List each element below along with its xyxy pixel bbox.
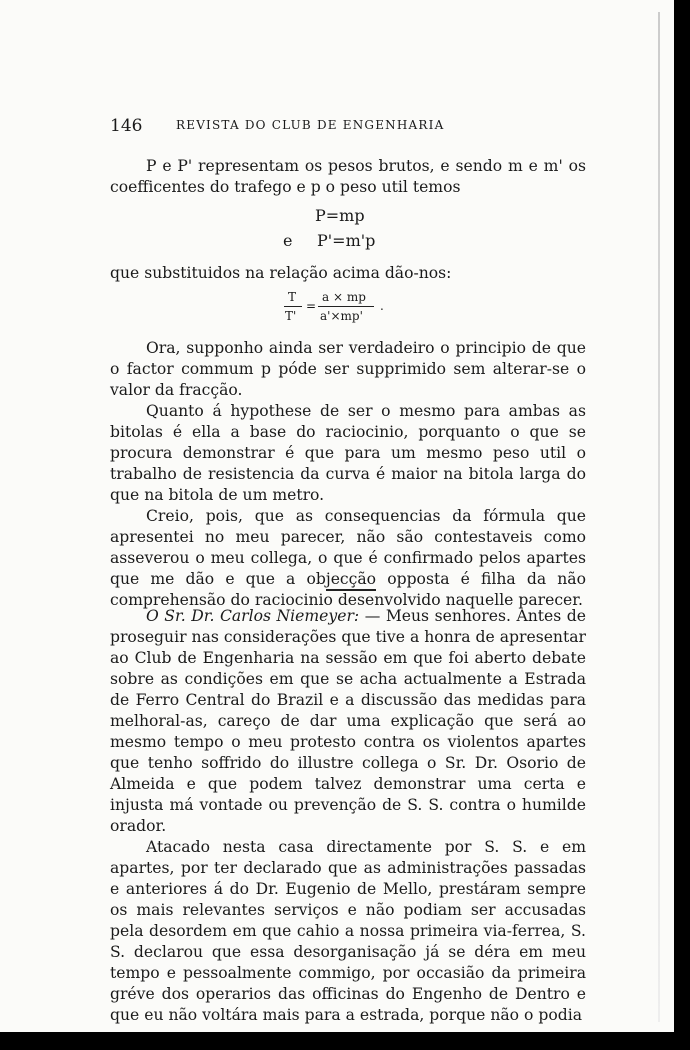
body-section-1 xyxy=(110,338,586,611)
fraction-period: . xyxy=(380,299,384,313)
intro-paragraph: P e P' representam os pesos brutos, e sendo m e m' os coefficentes do trafego e p o peso util temos xyxy=(110,157,586,196)
running-title: REVISTA DO CLUB DE ENGENHARIA xyxy=(176,118,445,132)
paragraph-1: Ora, supponho ainda ser verdadeiro o principio de que o factor commum p póde ser supprimido sem alterar-se o valor da fracção. xyxy=(110,339,586,399)
fraction-rhs-numerator: a × mp xyxy=(322,290,366,304)
fraction-lhs-denominator: T' xyxy=(285,309,297,323)
formula-2-prefix: e xyxy=(283,231,293,250)
paragraph-4-text: — Meus senhores. Antes de proseguir nas considerações que tive a honra de apresentar ao Club de Engenharia na sessão em que foi aberto debate sobre as condições em que se acha actualmente a Estrada de Ferro Central do Brazil e a discussão das medidas para melhoral-as, careço de dar uma explicação que será ao mesmo tempo o meu protesto contra os violentos apartes que tenho soffrido do illustre collega o Sr. Dr. Osorio de Almeida e que podem talvez demonstrar uma certa e injusta má vontade ou prevenção de S. S. contra o humilde orador. xyxy=(110,607,587,835)
fraction-lhs-bar xyxy=(284,306,302,307)
body-section-2 xyxy=(110,606,586,1026)
speaker-name: O Sr. Dr. Carlos Niemeyer: xyxy=(146,607,360,625)
formula-1: P=mp xyxy=(315,206,365,225)
paragraph-4 xyxy=(110,606,586,837)
fraction-rhs-denominator: a'×mp' xyxy=(320,309,363,323)
fraction-lhs-numerator: T xyxy=(288,290,297,304)
paragraph-2: Quanto á hypothese de ser o mesmo para ambas as bitolas é ella a base do raciocinio, porquanto o que se procura demonstrar é que para um mesmo peso util o trabalho de resistencia da curva é maior na bitola larga do que na bitola de um metro. xyxy=(110,402,586,504)
fraction-formula xyxy=(276,290,426,330)
page-edge-shadow xyxy=(658,12,660,1022)
fraction-rhs-bar xyxy=(318,306,374,307)
fraction-equals: = xyxy=(306,299,317,313)
formula-2: P'=m'p xyxy=(317,231,376,250)
paragraph-3: Creio, pois, que as consequencias da fórmula que apresentei no meu parecer, não são contestaveis como asseverou o meu collega, o que é confirmado pelos apartes que me dão e que a objecção opposta é filha da não comprehensão do raciocinio desenvolvido naquelle parecer. xyxy=(110,507,586,609)
substitution-line: que substituidos na relação acima dão-nos: xyxy=(110,264,452,282)
paragraph-5: Atacado nesta casa directamente por S. S. e em apartes, por ter declarado que as administrações passadas e anteriores á do Dr. Eugenio de Mello, prestáram sempre os mais relevantes serviços e não podiam ser accusadas pela desordem em que cahio a nossa primeira via-ferrea, S. S. declarou que essa desorganisação já se déra em meu tempo e pessoalmente commigo, por occasião da primeira gréve dos operarios das officinas do Engenho de Dentro e que eu não voltára mais para a estrada, porque não o podia xyxy=(110,838,586,1024)
section-divider xyxy=(326,589,376,591)
page-number: 146 xyxy=(110,116,143,136)
